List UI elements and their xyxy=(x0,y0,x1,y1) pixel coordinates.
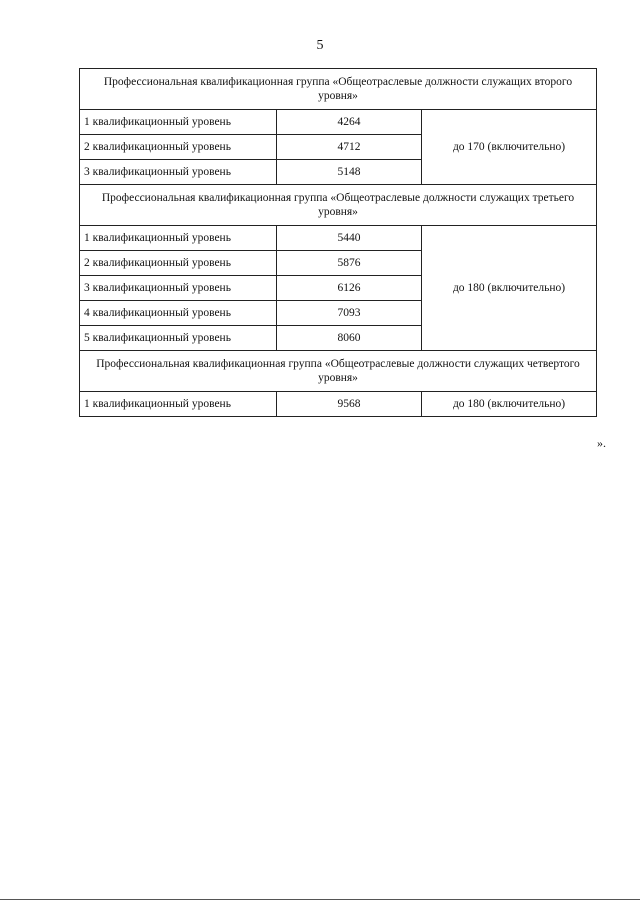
coefficient-cell: до 180 (включительно) xyxy=(422,392,597,417)
salary-amount: 5440 xyxy=(277,226,422,251)
salary-amount: 7093 xyxy=(277,301,422,326)
salary-amount: 8060 xyxy=(277,326,422,351)
table-row xyxy=(80,110,597,135)
level-name: 2 квалификационный уровень xyxy=(80,135,277,160)
coefficient-cell: до 170 (включительно) xyxy=(422,110,597,185)
salary-amount: 6126 xyxy=(277,276,422,301)
level-name: 3 квалификационный уровень xyxy=(80,160,277,185)
level-name: 4 квалификационный уровень xyxy=(80,301,277,326)
page-number: 5 xyxy=(316,38,324,53)
footer-divider xyxy=(0,899,640,900)
table-row xyxy=(80,226,597,251)
salary-amount: 5876 xyxy=(277,251,422,276)
level-name: 5 квалификационный уровень xyxy=(80,326,277,351)
salary-amount: 4264 xyxy=(277,110,422,135)
group-title: Профессиональная квалификационная группа «Общеотраслевые должности служащих второго уровня» xyxy=(80,69,597,110)
closing-quote-mark: ». xyxy=(597,436,606,450)
salary-amount: 5148 xyxy=(277,160,422,185)
group-header-row xyxy=(80,351,597,392)
coefficient-cell: до 180 (включительно) xyxy=(422,226,597,351)
group-header-row xyxy=(80,69,597,110)
group-title: Профессиональная квалификационная группа «Общеотраслевые должности служащих третьего уровня» xyxy=(80,185,597,226)
level-name: 2 квалификационный уровень xyxy=(80,251,277,276)
salary-amount: 9568 xyxy=(277,392,422,417)
group-title: Профессиональная квалификационная группа «Общеотраслевые должности служащих четвертого уровня» xyxy=(80,351,597,392)
level-name: 1 квалификационный уровень xyxy=(80,392,277,417)
salary-table xyxy=(79,68,597,417)
level-name: 3 квалификационный уровень xyxy=(80,276,277,301)
salary-amount: 4712 xyxy=(277,135,422,160)
group-header-row xyxy=(80,185,597,226)
level-name: 1 квалификационный уровень xyxy=(80,110,277,135)
table-row xyxy=(80,392,597,417)
level-name: 1 квалификационный уровень xyxy=(80,226,277,251)
